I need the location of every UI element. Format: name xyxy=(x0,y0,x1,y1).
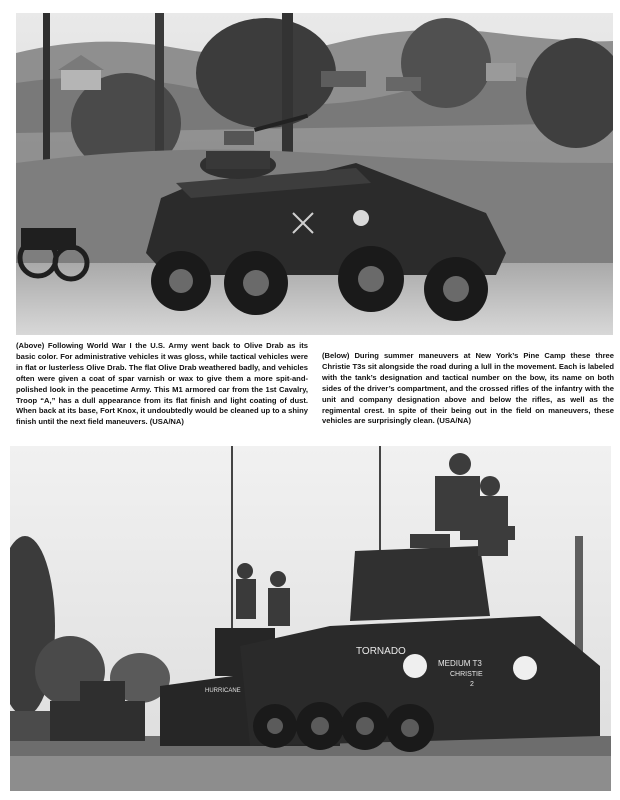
armored-car-photo xyxy=(16,13,613,335)
caption-above: (Above) Following World War I the U.S. Army went back to Olive Drab as its basic color. For administrative vehicles it was gloss, while tactical vehicles were in flat or lusterless Olive Drab. The flat Olive Drab weathered badly, and vehicles often were given a coat of spar varnish or wax to give them a more spit-and-polished look in the peacetime Army. This M1 armored car from the 1st Cavalry, Troop “A,” has a dull appearance from its flat finish and light coating of dust. When back at its base, Fort Knox, it undoubtedly would be cleaned up to a shiny finish until the next field maneuvers. (USA/NA) xyxy=(16,341,308,427)
bow-designation-line2: CHRISTIE xyxy=(450,671,483,678)
christie-tanks-illustration xyxy=(10,446,611,791)
tank-name-hurricane: HURRICANE xyxy=(205,688,241,694)
tank-name-tornado: TORNADO xyxy=(356,646,406,657)
bow-number: 2 xyxy=(470,681,474,688)
caption-below: (Below) During summer maneuvers at New York’s Pine Camp these three Christie T3s sit alongside the road during a lull in the movement. Each is labeled with the tank’s designation and tactical number on the bow, its name on both sides of the driver’s compartment, and the crossed rifles of the infantry with the unit and company designation above and below the rifles, as well as the regimental crest. In spite of their being out in the field on maneuvers, these vehicles are surprisingly clean. (USA/NA) xyxy=(322,351,614,426)
christie-tanks-photo xyxy=(10,446,611,791)
bow-designation-line1: MEDIUM T3 xyxy=(438,659,482,668)
armored-car-illustration xyxy=(16,13,613,335)
